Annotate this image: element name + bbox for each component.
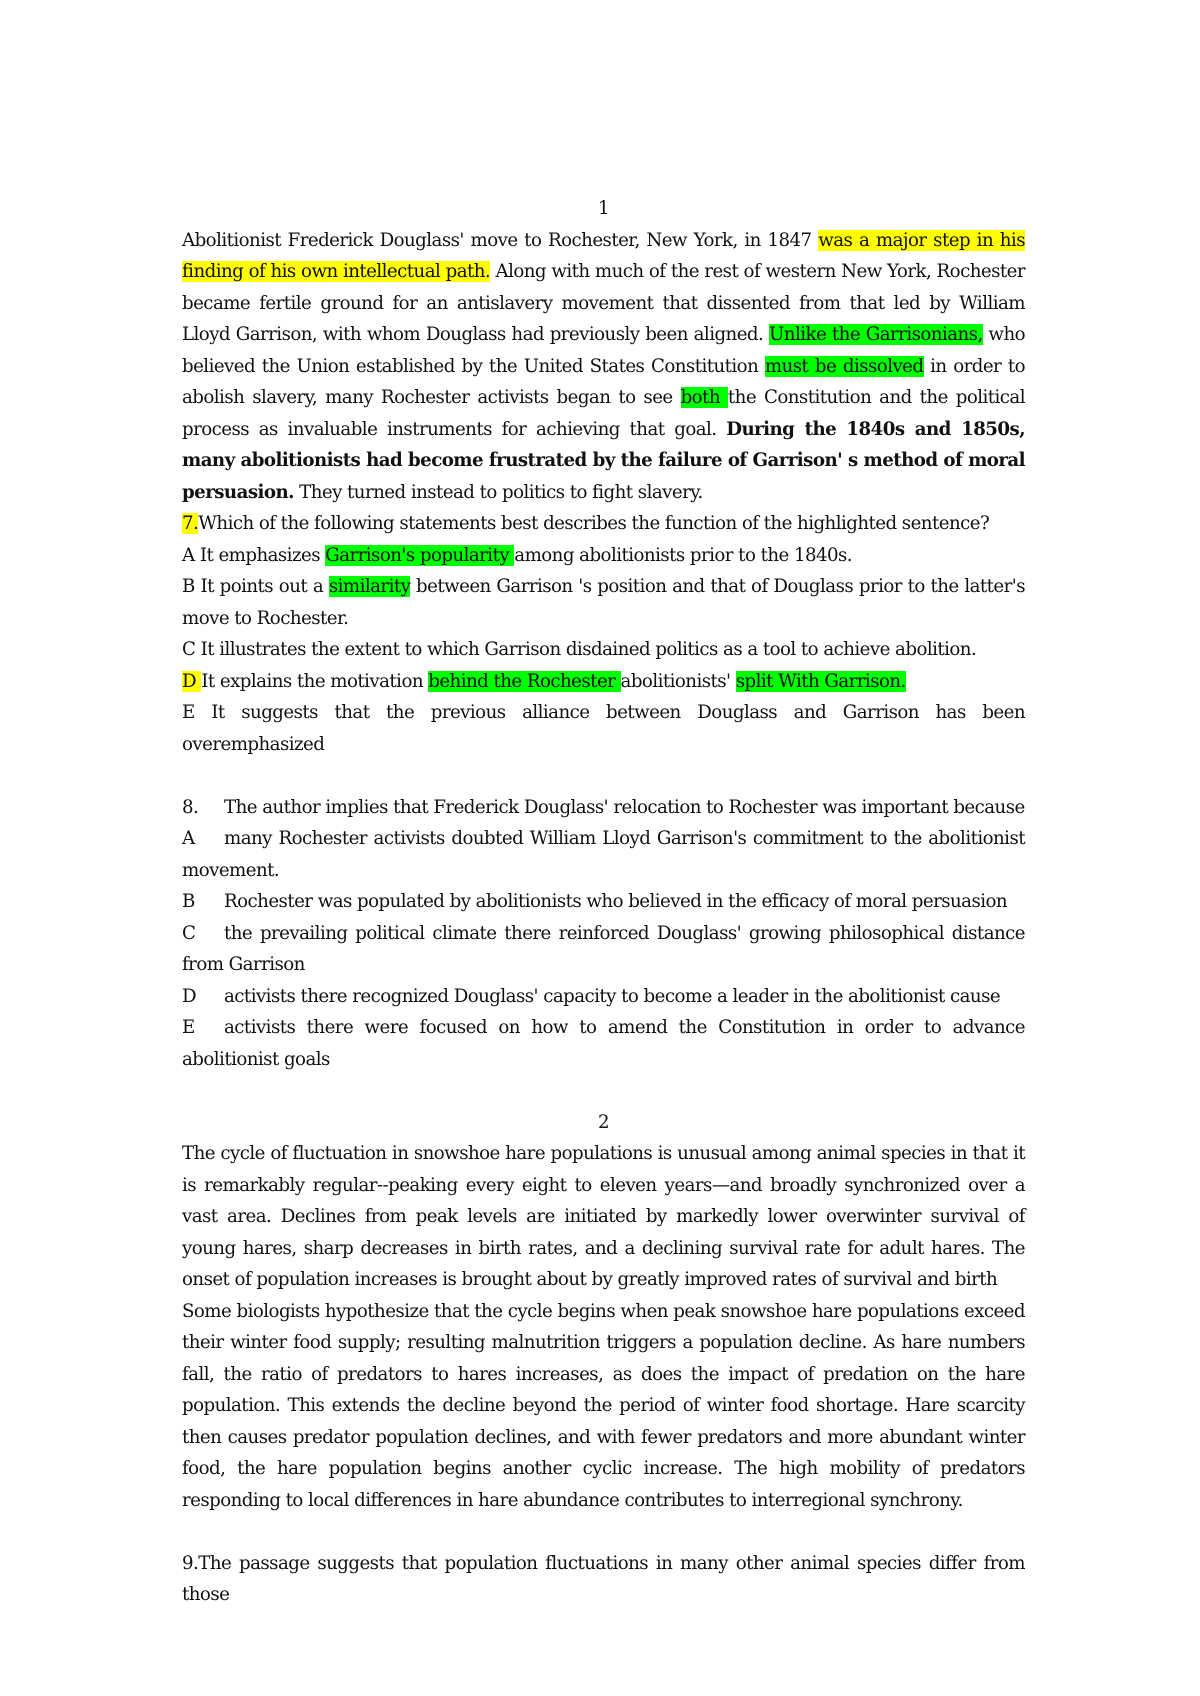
passage-douglass: Abolitionist Frederick Douglass' move to Rochester, New York, in 1847 was a major step in his finding of his own intellectual path. Along with much of the rest of western New York, Rochester became fertile ground for an antislavery movement that dissented from that led by William Lloyd Garrison, with whom Douglass had previously been aligned. Unlike the Garrisonians, who believed the Union established by the United States Constitution must be dissolved in order to abolish slavery, many Rochester activists began to see both the Constitution and the political process as invaluable instruments for achieving that goal. During the 1840s and 1850s, many abolitionists had become frustrated by the failure of Garrison' s method of moral persuasion. They turned instead to politics to fight slavery. bbox=[182, 229, 1026, 503]
document-page bbox=[182, 193, 1025, 1611]
question-8-stem: 8. The author implies that Frederick Douglass' relocation to Rochester was important because bbox=[182, 796, 1025, 818]
q8-option-c: C the prevailing political climate there reinforced Douglass' growing philosophical distance from Garrison bbox=[182, 922, 1025, 975]
section-number-2: 2 bbox=[597, 1111, 610, 1133]
question-7-stem: 7.Which of the following statements best describes the function of the highlighted sentence? bbox=[182, 513, 990, 534]
q7-option-c: C It illustrates the extent to which Garrison disdained politics as a tool to achieve abolition. bbox=[182, 639, 977, 660]
highlight-green: similarity bbox=[328, 576, 411, 597]
highlight-green: Unlike the Garrisonians, bbox=[769, 324, 983, 345]
question-number: 7. bbox=[182, 513, 199, 534]
highlight-green: split With Garrison. bbox=[735, 670, 906, 692]
highlight-green: Garrison's popularity bbox=[325, 544, 515, 566]
q8-option-e: E activists there were focused on how to amend the Constitution in order to advance abolitionist goals bbox=[182, 1017, 1025, 1070]
q8-option-b: B Rochester was populated by abolitionists who believed in the efficacy of moral persuasion bbox=[182, 891, 1008, 912]
q7-option-e: E It suggests that the previous alliance between Douglass and Garrison has been overemphasized bbox=[182, 702, 1025, 755]
passage-hare-1: The cycle of fluctuation in snowshoe hare populations is unusual among animal species in that it is remarkably regular--peaking every eight to eleven years—and broadly synchronized over a vast area. Declines from peak levels are initiated by markedly lower overwinter survival of young hares, sharp decreases in birth rates, and a declining survival rate for adult hares. The onset of population increases is brought about by greatly improved rates of survival and birth bbox=[182, 1143, 1025, 1290]
passage-hare-2: Some biologists hypothesize that the cycle begins when peak snowshoe hare populations exceed their winter food supply; resulting malnutrition triggers a population decline. As hare numbers fall, the ratio of predators to hares increases, as does the impact of predation on the hare population. This extends the decline beyond the period of winter food shortage. Hare scarcity then causes predator population declines, and with fewer predators and more abundant winter food, the hare population begins another cyclic increase. The high mobility of predators responding to local differences in hare abundance contributes to interregional synchrony. bbox=[182, 1300, 1025, 1511]
spacer bbox=[182, 1075, 1025, 1107]
highlight-green: behind the Rochester bbox=[428, 670, 621, 692]
spacer bbox=[182, 1516, 1025, 1548]
highlight-green: both bbox=[680, 387, 728, 408]
spacer bbox=[182, 760, 1025, 792]
highlight-green: must be dissolved bbox=[764, 355, 924, 377]
answer-letter: D bbox=[182, 670, 202, 692]
q8-option-d: D activists there recognized Douglass' capacity to become a leader in the abolitionist cause bbox=[182, 985, 1001, 1007]
section-number-1: 1 bbox=[597, 198, 610, 219]
q7-option-d: D It explains the motivation behind the Rochester abolitionists' split With Garrison. bbox=[182, 670, 906, 692]
q7-option-a: A It emphasizes Garrison's popularity among abolitionists prior to the 1840s. bbox=[182, 544, 853, 566]
highlight-yellow: was a major step in his finding of his own intellectual path. bbox=[182, 229, 1025, 282]
q7-option-b: B It points out a similarity between Garrison 's position and that of Douglass prior to the latter's move to Rochester. bbox=[182, 576, 1026, 629]
question-9-stem: 9.The passage suggests that population fluctuations in many other animal species differ from those bbox=[182, 1552, 1025, 1605]
highlighted-sentence: During the 1840s and 1850s, many abolitionists had become frustrated by the failure of Garrison' s method of moral persuasion. bbox=[182, 418, 1025, 503]
q8-option-a: A many Rochester activists doubted William Lloyd Garrison's commitment to the abolitionist movement. bbox=[182, 828, 1025, 881]
